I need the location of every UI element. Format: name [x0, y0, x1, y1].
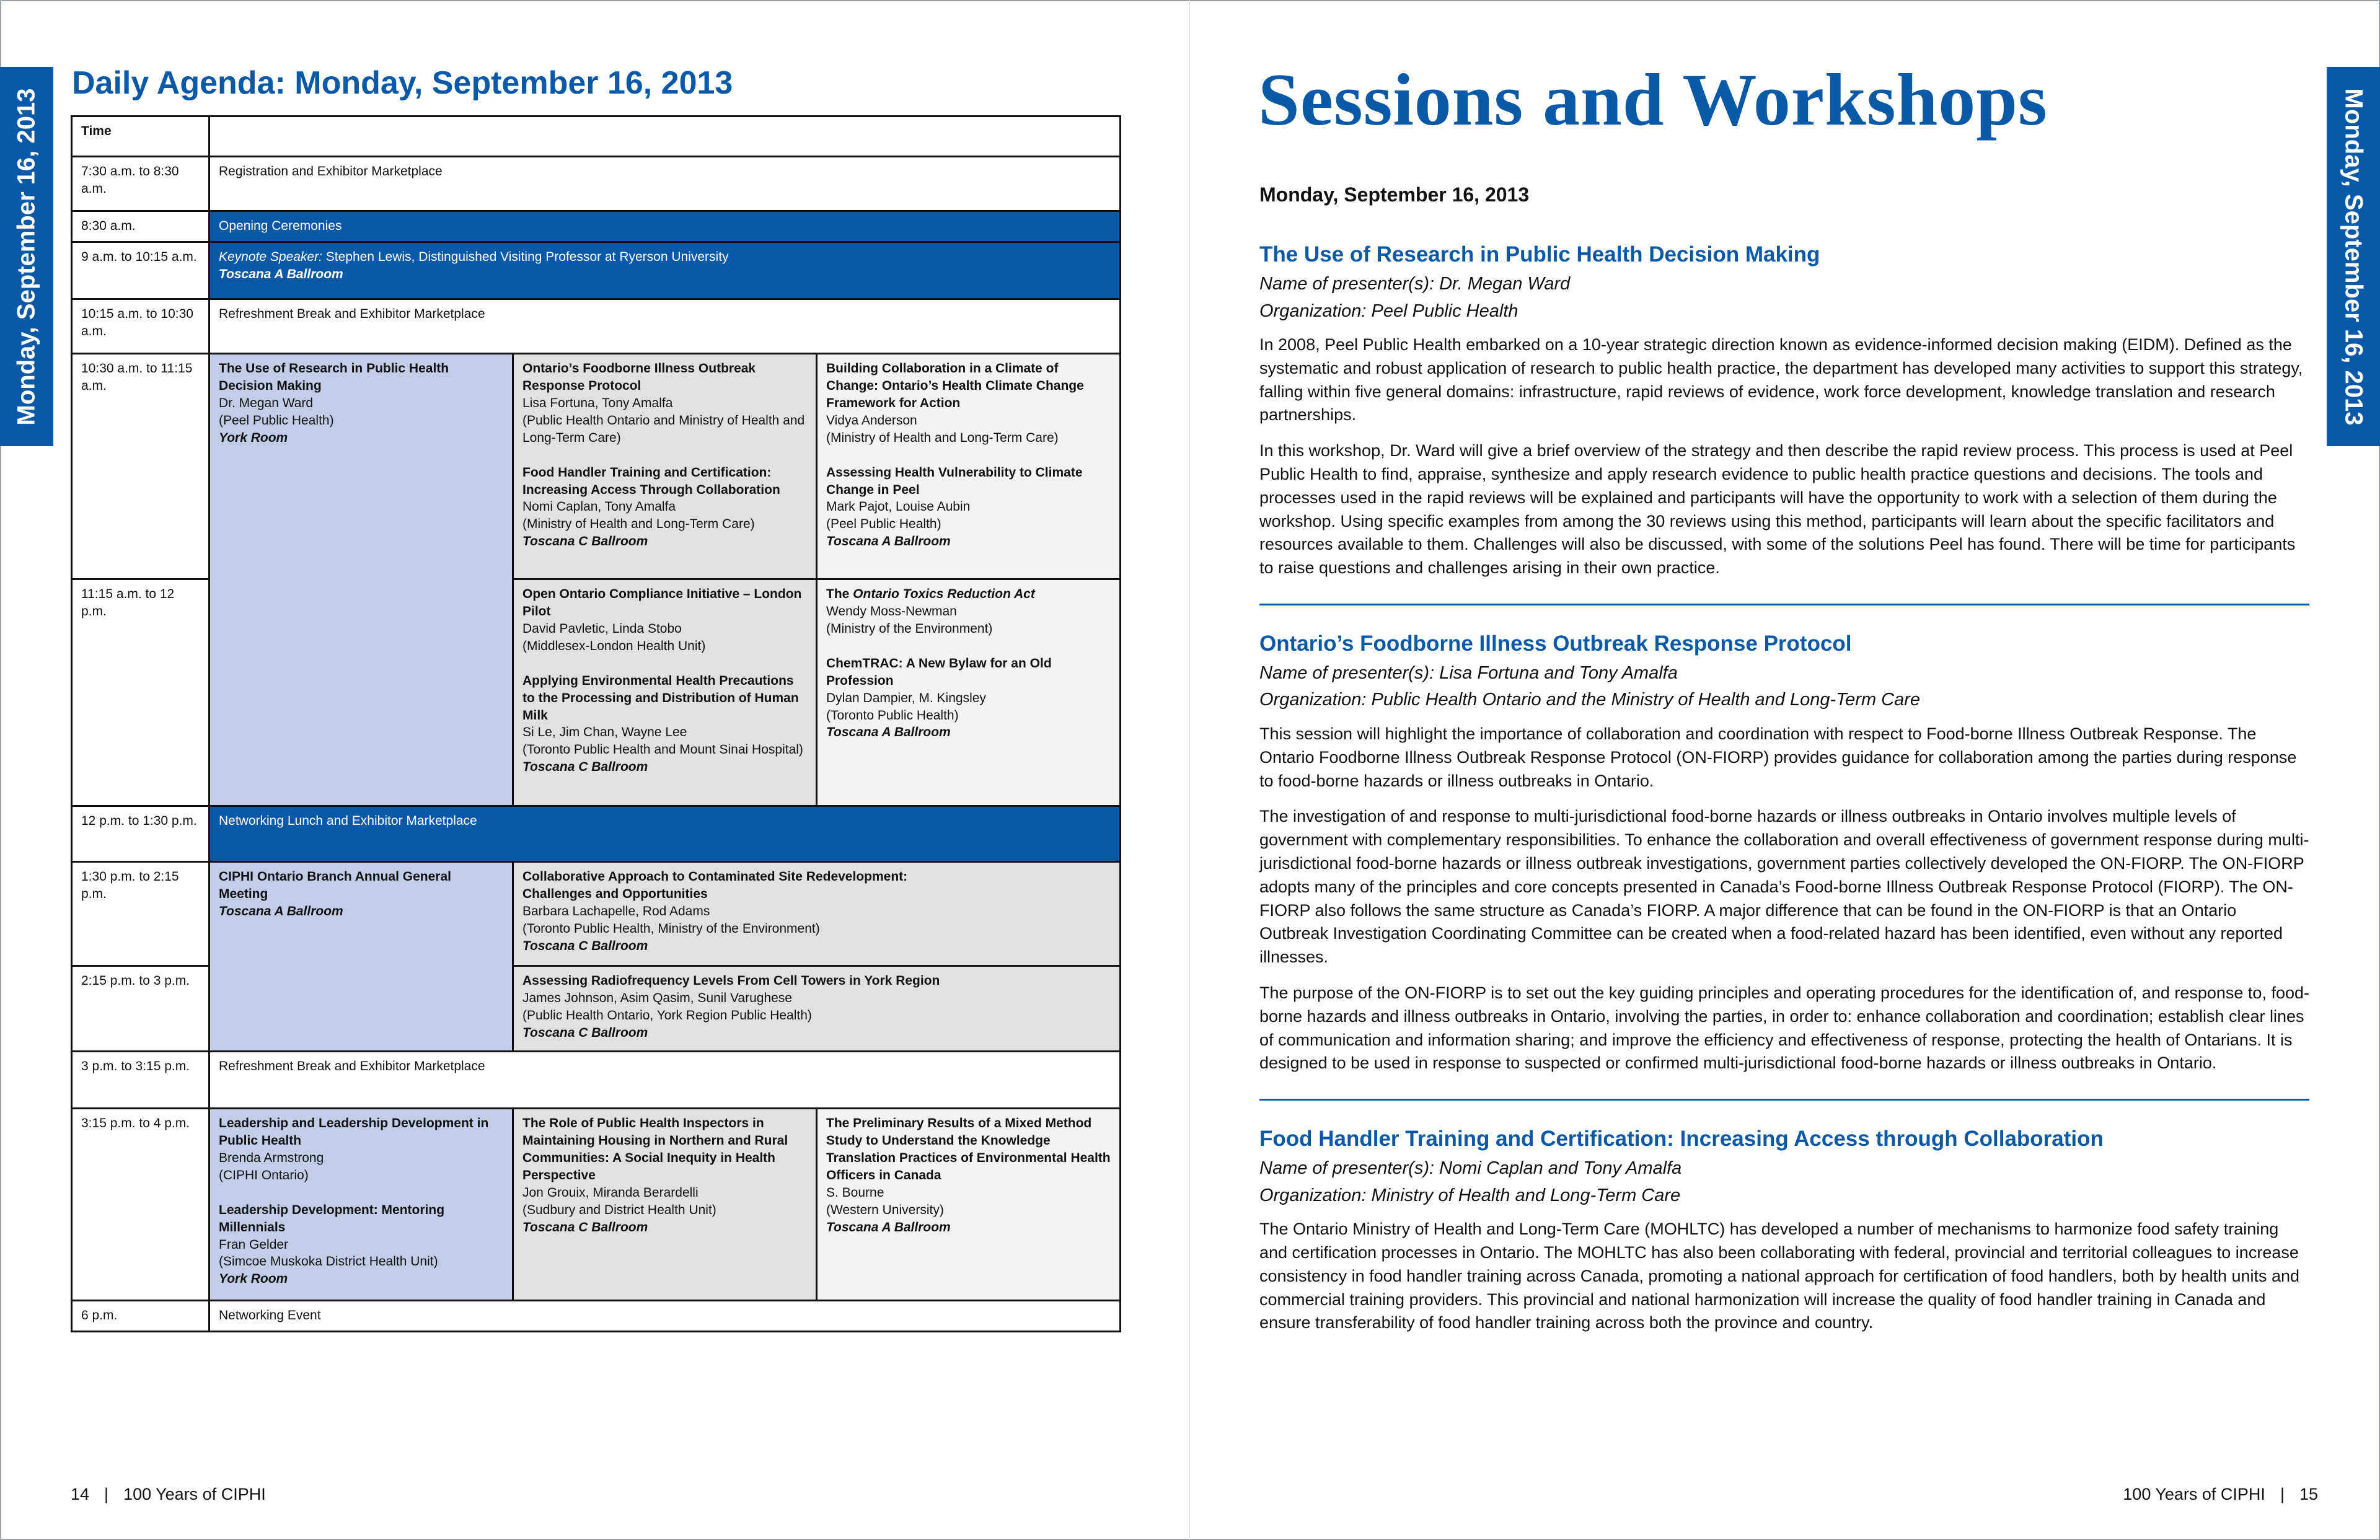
room-label: Toscana C Ballroom [522, 1025, 648, 1040]
session-paragraph: The Ontario Ministry of Health and Long-Term Care (MOHLTC) has developed a number of mechanisms to harmonize food safety training and certification processes in Ontario. The MOHLTC has also been collaborating with federal, provincial and territorial colleagues to increase consistency in food handler training across Canada, promoting a national approach for certification of food handlers, both by health units and commercial training providers. This provincial and national harmonization will increase the quality of food handler training in Canada and ensure transferability of food handler training across both the province and country. [1259, 1220, 2300, 1332]
agenda-row [72, 354, 1121, 579]
session-title: The Preliminary Results of a Mixed Method Study to Understand the Knowledge Translation Practices of Environmental Health Officers in Canada [826, 1116, 1111, 1182]
session-title: Collaborative Approach to Contaminated Site Redevelopment: Challenges and Opportunities [522, 869, 908, 901]
session-organization: (Ministry of Health and Long-Term Care) [826, 430, 1059, 445]
session-title: Food Handler Training and Certification: Increasing Access Through Collaboration [522, 465, 780, 497]
session-title: Assessing Health Vulnerability to Climate Change in Peel [826, 465, 1083, 497]
session-block [1259, 631, 2309, 1075]
room-label: Toscana A Ballroom [826, 534, 951, 549]
session-presenter: Si Le, Jim Chan, Wayne Lee [522, 725, 687, 740]
right-side-date-tab-text: Monday, September 16, 2013 [2340, 88, 2368, 425]
session-presenter: Brenda Armstrong [219, 1150, 324, 1165]
row-time: 12 p.m. to 1:30 p.m. [72, 806, 209, 862]
session-organization: (Ministry of the Environment) [826, 621, 993, 636]
footer-separator: | [104, 1485, 109, 1503]
session-paragraph: The purpose of the ON-FIORP is to set out the key guiding principles and operating procedures for the identification of, and response to, food-borne hazards and illness outbreaks in Ontario, involving the parties, in order to: enhance collaboration and coordination; establish clear lines of communication and information sharing; and improve the efficiency and effectiveness of response, protecting the health of Ontarians. It is designed to be used in response to suspected or confirmed multi-jurisdictional food-borne hazards or illness outbreaks in Ontario. [1259, 983, 2309, 1073]
session-organization: (Toronto Public Health) [826, 708, 959, 723]
agenda-row [72, 157, 1121, 211]
session-title: The Use of Research in Public Health Decision Making [219, 361, 449, 393]
section-divider [1259, 1099, 2309, 1101]
room-label: York Room [219, 1272, 288, 1287]
agenda-row [72, 1109, 1121, 1301]
session-title: Leadership and Leadership Development in Public Health [219, 1116, 489, 1148]
session-organization: (Public Health Ontario, York Region Public Health) [522, 1008, 812, 1023]
session-block [1259, 242, 2309, 580]
row-time: 2:15 p.m. to 3 p.m. [72, 966, 209, 1052]
session-organization: (Peel Public Health) [219, 413, 334, 428]
keynote-text: Stephen Lewis, Distinguished Visiting Professor at Ryerson University [322, 250, 729, 264]
left-side-date-tab-text: Monday, September 16, 2013 [12, 88, 40, 425]
row-time: 1:30 p.m. to 2:15 p.m. [72, 862, 209, 966]
session-presenter: Dr. Megan Ward [219, 395, 314, 410]
page-gutter [1189, 0, 1190, 1540]
room-label: York Room [219, 430, 288, 445]
session-cell [817, 1109, 1121, 1301]
session-title: Building Collaboration in a Climate of Change: Ontario’s Health Climate Change Framework for Action [826, 361, 1084, 410]
session-presenters: Name of presenter(s): Dr. Megan Ward [1259, 274, 1571, 294]
session-heading: The Use of Research in Public Health Decision Making [1259, 242, 1820, 266]
session-presenters: Name of presenter(s): Nomi Caplan and Tony Amalfa [1259, 1158, 1682, 1179]
session-title: Open Ontario Compliance Initiative – London Pilot [522, 587, 802, 618]
session-title: ChemTRAC: A New Bylaw for an Old Profession [826, 656, 1052, 688]
agenda-row [72, 211, 1121, 242]
session-cell [209, 1109, 513, 1301]
row-event: Networking Event [209, 1301, 1121, 1332]
session-organization: (Western University) [826, 1202, 944, 1217]
session-cell [513, 862, 1121, 966]
agenda-table [71, 115, 1121, 1332]
session-title-italic: Ontario Toxics Reduction Act [853, 587, 1035, 601]
row-time: 8:30 a.m. [72, 211, 209, 242]
session-organization: (Peel Public Health) [826, 517, 941, 532]
session-presenter: Lisa Fortuna, Tony Amalfa [522, 395, 673, 410]
room-label: Toscana A Ballroom [219, 266, 343, 281]
room-label: Toscana C Ballroom [522, 534, 648, 549]
right-page-number: 15 [2299, 1485, 2318, 1503]
session-organization: (Simcoe Muskoka District Health Unit) [219, 1254, 438, 1269]
right-footer [2123, 1485, 2318, 1504]
row-time: 7:30 a.m. to 8:30 a.m. [72, 157, 209, 211]
agenda-row [72, 299, 1121, 354]
session-presenter: Dylan Dampier, M. Kingsley [826, 690, 986, 705]
section-divider [1259, 604, 2309, 605]
session-presenter: Wendy Moss-Newman [826, 604, 957, 618]
session-organization: (Public Health Ontario and Ministry of Health and Long-Term Care) [522, 413, 805, 445]
row-time: 3:15 p.m. to 4 p.m. [72, 1109, 209, 1301]
session-presenter: Mark Pajot, Louise Aubin [826, 499, 971, 514]
sessions-title: Sessions and Workshops [1258, 58, 2048, 141]
left-page-number: 14 [71, 1485, 90, 1503]
session-organization: (Ministry of Health and Long-Term Care) [522, 517, 755, 532]
row-event: Opening Ceremonies [209, 211, 1121, 242]
session-cell [513, 966, 1121, 1052]
session-title: Applying Environmental Health Precautions to the Processing and Distribution of Human Milk [522, 673, 799, 723]
session-title: Assessing Radiofrequency Levels From Cell Towers in York Region [522, 974, 940, 988]
session-organization: Organization: Public Health Ontario and the Ministry of Health and Long-Term Care [1259, 690, 1921, 710]
right-footer-text: 100 Years of CIPHI [2123, 1485, 2265, 1503]
session-cell [209, 354, 513, 806]
session-cell [209, 862, 513, 1052]
session-title-prefix: The [826, 587, 853, 601]
room-label: Toscana A Ballroom [826, 1220, 951, 1234]
row-event: Refreshment Break and Exhibitor Marketplace [209, 299, 1121, 354]
agenda-row [72, 1301, 1121, 1332]
session-cell [817, 579, 1121, 806]
session-organization: (CIPHI Ontario) [219, 1168, 309, 1182]
session-presenter: David Pavletic, Linda Stobo [522, 621, 682, 636]
left-footer-text: 100 Years of CIPHI [123, 1485, 266, 1503]
left-footer [71, 1485, 266, 1504]
left-side-date-tab [0, 67, 53, 446]
session-presenter: Jon Grouix, Miranda Berardelli [522, 1185, 699, 1200]
session-cell [817, 354, 1121, 579]
session-cell [513, 354, 817, 579]
keynote-cell [209, 242, 1121, 299]
session-title: Ontario’s Foodborne Illness Outbreak Response Protocol [522, 361, 756, 393]
agenda-title: Daily Agenda: Monday, September 16, 2013 [72, 65, 733, 101]
row-time: 3 p.m. to 3:15 p.m. [72, 1052, 209, 1109]
session-presenter: Vidya Anderson [826, 413, 917, 428]
session-presenter: James Johnson, Asim Qasim, Sunil Varughese [522, 990, 792, 1005]
agenda-row [72, 242, 1121, 299]
session-cell [513, 1109, 817, 1301]
row-time: 6 p.m. [72, 1301, 209, 1332]
session-paragraph: This session will highlight the importance of collaboration and coordination with respect to Food-borne Illness Outbreak Response. The Ontario Foodborne Illness Outbreak Response Protocol (ON-FIORP) provides guidance for collaboration among the parties during response to food-borne hazards or illness outbreaks in Ontario. [1259, 724, 2297, 790]
agenda-header-row [72, 117, 1121, 157]
session-organization: (Toronto Public Health, Ministry of the Environment) [522, 921, 820, 936]
row-event: Refreshment Break and Exhibitor Marketplace [209, 1052, 1121, 1109]
session-paragraph: In this workshop, Dr. Ward will give a brief overview of the strategy and then describe the rapid review process. This process is used at Peel Public Health to find, appraise, synthesize and apply research evidence to public health practice questions and decisions. The tools and processes used in the rapid reviews will be explained and participants will have the opportunity to work with a selection of them during the workshop. Using specific examples from among the 30 reviews using this method, participants will learn about the specific facilitators and resources available to them. Challenges will also be discussed, with some of the solutions Peel has found. There will be time for participants to raise questions and challenges arising in their own practice. [1259, 441, 2296, 578]
session-presenter: Barbara Lachapelle, Rod Adams [522, 904, 710, 918]
session-title: Leadership Development: Mentoring Millennials [219, 1202, 445, 1234]
agenda-row [72, 806, 1121, 862]
session-title: CIPHI Ontario Branch Annual General Meeting [219, 869, 451, 901]
footer-separator: | [2280, 1485, 2285, 1503]
agenda-row [72, 862, 1121, 966]
row-time: 10:15 a.m. to 10:30 a.m. [72, 299, 209, 354]
session-cell [513, 579, 817, 806]
row-event: Registration and Exhibitor Marketplace [209, 157, 1121, 211]
session-title [826, 586, 1111, 603]
agenda-row [72, 1052, 1121, 1109]
room-label: Toscana C Ballroom [522, 938, 648, 953]
room-label: Toscana A Ballroom [826, 725, 951, 740]
session-organization: (Middlesex-London Health Unit) [522, 638, 706, 653]
session-presenter: S. Bourne [826, 1185, 884, 1200]
time-header: Time [72, 117, 209, 157]
session-paragraph: In 2008, Peel Public Health embarked on a 10-year strategic direction known as evidence-informed decision making (EIDM). Defined as the systematic and robust application of research to public health practice, the department has developed many activities to support this strategy, falling within five general domains: infrastructure, rapid reviews of evidence, work force development, knowledge translation and research partnerships. [1259, 335, 2303, 425]
row-time: 10:30 a.m. to 11:15 a.m. [72, 354, 209, 579]
session-paragraph: The investigation of and response to multi-jurisdictional food-borne hazards or illness outbreaks in Ontario involves multiple levels of government with complementary responsibilities. To enhance the collaboration and overall effectiveness of government response during multi-jurisdictional food-borne hazards or illness outbreak investigations, government parties collectively developed the ON-FIORP. The ON-FIORP adopts many of the principles and core concepts presented in Canada’s Food-borne Illness Outbreak Response Protocol (FIORP). The ON-FIORP also follows the same structure as Canada’s FIORP. A major difference that can be found in the ON-FIORP is that an Ontario Outbreak Investigation Coordinating Committee can be created when a food-related hazard has been identified, even without any reported illnesses. [1259, 807, 2309, 967]
session-title: The Role of Public Health Inspectors in Maintaining Housing in Northern and Rural Communities: A Social Inequity in Health Perspective [522, 1116, 788, 1182]
session-presenter: Nomi Caplan, Tony Amalfa [522, 499, 676, 514]
session-organization: Organization: Ministry of Health and Long-Term Care [1259, 1185, 1681, 1205]
session-presenters: Name of presenter(s): Lisa Fortuna and Tony Amalfa [1259, 662, 1678, 683]
sessions-date: Monday, September 16, 2013 [1259, 183, 1530, 206]
room-label: Toscana A Ballroom [219, 904, 343, 918]
session-heading: Food Handler Training and Certification: Increasing Access through Collaboration [1259, 1127, 2104, 1151]
session-heading: Ontario’s Foodborne Illness Outbreak Response Protocol [1259, 631, 1852, 656]
session-organization: Organization: Peel Public Health [1259, 301, 1518, 321]
session-presenter: Fran Gelder [219, 1237, 289, 1252]
row-time: 11:15 a.m. to 12 p.m. [72, 579, 209, 806]
row-time: 9 a.m. to 10:15 a.m. [72, 242, 209, 299]
session-organization: (Toronto Public Health and Mount Sinai Hospital) [522, 742, 803, 757]
room-label: Toscana C Ballroom [522, 1220, 648, 1234]
header-empty-cell [209, 117, 1121, 157]
row-event: Networking Lunch and Exhibitor Marketplace [209, 806, 1121, 862]
right-side-date-tab [2327, 67, 2380, 446]
keynote-label: Keynote Speaker: [219, 250, 322, 264]
sessions-content [1259, 183, 2309, 1347]
session-block [1259, 1127, 2309, 1335]
room-label: Toscana C Ballroom [522, 760, 648, 775]
session-organization: (Sudbury and District Health Unit) [522, 1202, 716, 1217]
